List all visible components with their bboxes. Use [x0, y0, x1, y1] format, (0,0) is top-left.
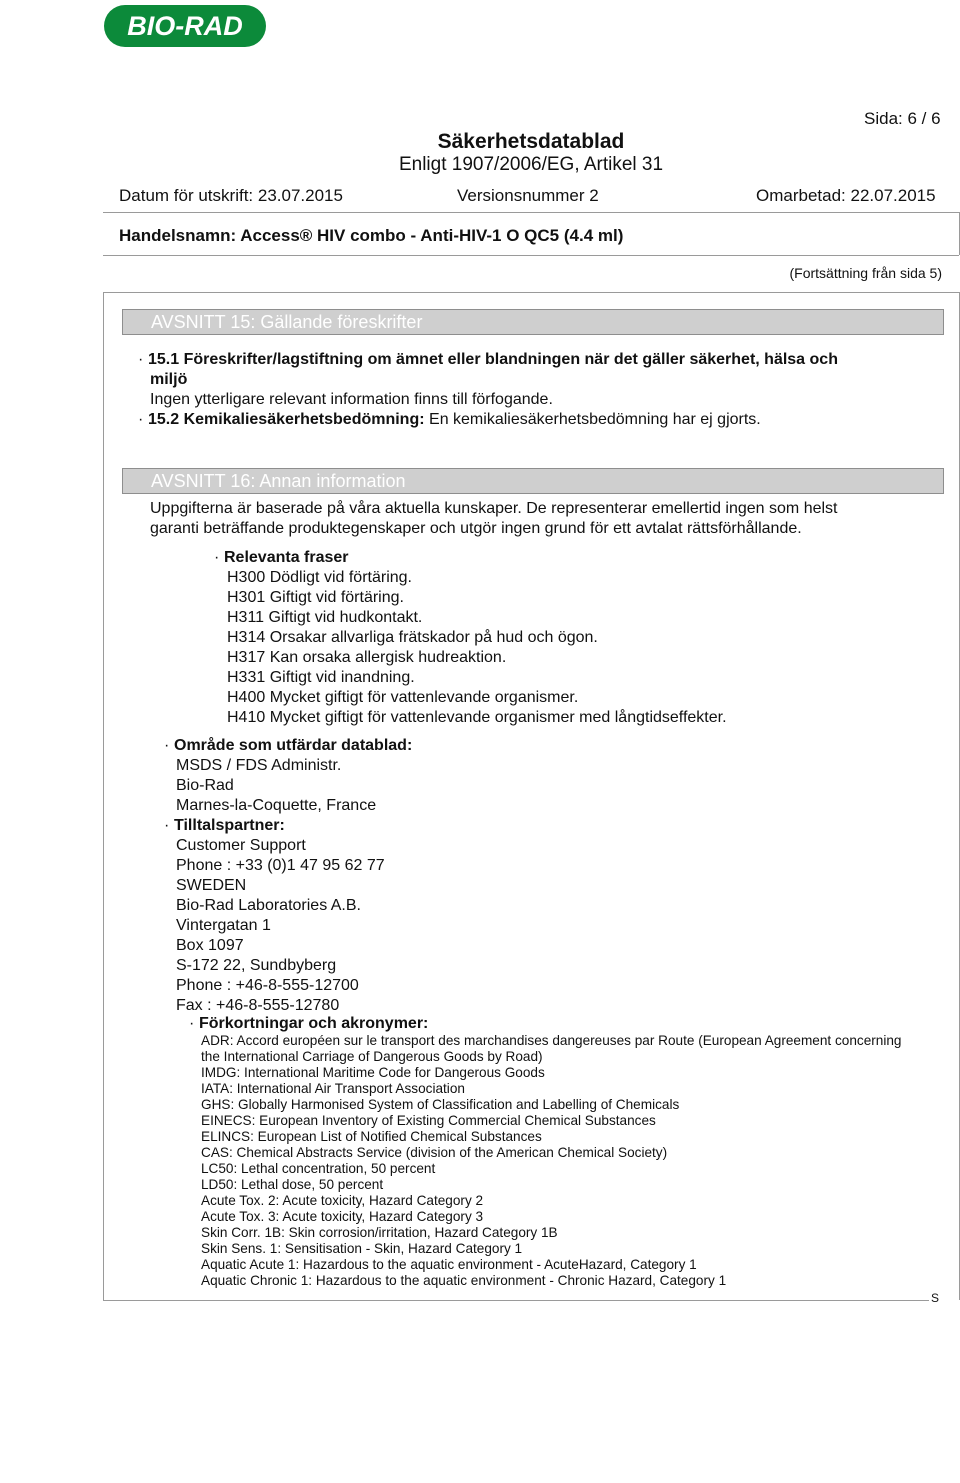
version-number: Versionsnummer 2 [457, 186, 599, 205]
divider [103, 255, 959, 256]
abbreviations-list [201, 1033, 901, 1289]
abbr-item: Skin Sens. 1: Sensitisation - Skin, Hazard Category 1 [201, 1241, 523, 1256]
s152-label: 15.2 Kemikaliesäkerhetsbedömning: [148, 411, 425, 428]
revised-date: Omarbetad: 22.07.2015 [756, 186, 936, 205]
s151-label-cont: miljö [150, 371, 188, 388]
section-15-header [122, 309, 944, 335]
abbreviations-heading: · Förkortningar och akronymer: [189, 1015, 429, 1032]
abbr-item: LC50: Lethal concentration, 50 percent [201, 1161, 436, 1176]
abbr-item: Aquatic Acute 1: Hazardous to the aquatic environment - AcuteHazard, Category 1 [201, 1257, 697, 1272]
contact-line: S-172 22, Sundbyberg [176, 957, 337, 974]
abbr-item: GHS: Globally Harmonised System of Classification and Labelling of Chemicals [201, 1097, 680, 1112]
abbr-item: ELINCS: European List of Notified Chemical Substances [201, 1129, 542, 1144]
svg-text:BIO-RAD: BIO-RAD [127, 11, 243, 41]
s152-text: En kemikaliesäkerhetsbedömning har ej gjorts. [429, 411, 761, 428]
contact-label: Tilltalspartner: [174, 817, 285, 834]
contact-line: Box 1097 [176, 937, 244, 954]
relevant-phrases: · Relevanta fraser H300 Dödligt vid förtäring. H301 Giftigt vid förtäring. H311 Giftigt vid hudkontakt. H314 Orsakar allvarliga frätskador på hud och ögon. H317 Kan orsaka allergisk hudreaktion. H331 Giftigt vid inandning. H400 Mycket giftigt för vattenlevande organismer. H410 Mycket giftigt för vattenlevande organismer med långtidseffekter. [214, 549, 727, 726]
phrase-item: H300 Dödligt vid förtäring. [227, 569, 412, 586]
phrase-item: H317 Kan orsaka allergisk hudreaktion. [227, 649, 507, 666]
phrase-item: H410 Mycket giftigt för vattenlevande organismer med långtidseffekter. [227, 709, 727, 726]
phrase-item: H400 Mycket giftigt för vattenlevande organismer. [227, 689, 579, 706]
abbr-item: IATA: International Air Transport Association [201, 1081, 465, 1096]
continuation-note: (Fortsättning från sida 5) [789, 265, 942, 281]
contact-line: Phone : +33 (0)1 47 95 62 77 [176, 857, 385, 874]
issuer-line: Bio-Rad [176, 777, 234, 794]
abbr-label: Förkortningar och akronymer: [199, 1015, 429, 1032]
phrase-item: H331 Giftigt vid inandning. [227, 669, 415, 686]
phrase-item: H314 Orsakar allvarliga frätskador på hud och ögon. [227, 629, 598, 646]
abbr-item: Acute Tox. 2: Acute toxicity, Hazard Category 2 [201, 1193, 484, 1208]
abbr-item: CAS: Chemical Abstracts Service (division of the American Chemical Society) [201, 1145, 668, 1160]
footer-mark: S [931, 1291, 940, 1305]
contact-line: Customer Support [176, 837, 306, 854]
abbr-item: ADR: Accord européen sur le transport des marchandises dangereuses par Route (European Agreement concerning [201, 1033, 902, 1048]
abbr-item: EINECS: European Inventory of Existing Commercial Chemical Substances [201, 1113, 656, 1128]
section-16-title: AVSNITT 16: Annan information [151, 471, 406, 491]
contact-line: Bio-Rad Laboratories A.B. [176, 897, 361, 914]
contact-line: Phone : +46-8-555-12700 [176, 977, 359, 994]
document-subtitle: Enligt 1907/2006/EG, Artikel 31 [398, 154, 664, 175]
abbr-item: the International Carriage of Dangerous Goods by Road) [201, 1049, 543, 1064]
abbr-item: Skin Corr. 1B: Skin corrosion/irritation, Hazard Category 1B [201, 1225, 558, 1240]
issuer-line: Marnes-la-Coquette, France [176, 797, 377, 814]
section-15-body: · 15.1 Föreskrifter/lagstiftning om ämnet eller blandningen när det gäller säkerhet, hälsa och miljö Ingen ytterligare relevant information finns till förfogande. · 15.2 Kemikaliesäkerhetsbedömning: En kemikaliesäkerhetsbedömning har ej gjorts. [138, 351, 838, 428]
section-15-title: AVSNITT 15: Gällande föreskrifter [151, 312, 423, 332]
page-number: Sida: 6 / 6 [864, 109, 941, 128]
issuer-contact: · Område som utfärdar datablad: MSDS / FDS Administr. Bio-Rad Marnes-la-Coquette, France · Tilltalspartner: Customer Support Phone : +33 (0)1 47 95 62 77 SWEDEN Bio-Rad Laboratories A.B. Vintergatan 1 Box 1097 S-172 22, Sundbyberg Phone : +46-8-555-12700 Fax : +46-8-555-12780 [164, 737, 413, 1014]
abbr-item: IMDG: International Maritime Code for Dangerous Goods [201, 1065, 545, 1080]
s151-label: 15.1 Föreskrifter/lagstiftning om ämnet eller blandningen när det gäller säkerhet, hälsa och [148, 351, 838, 368]
contact-line: Fax : +46-8-555-12780 [176, 997, 340, 1014]
issuer-line: MSDS / FDS Administr. [176, 757, 342, 774]
abbr-item: LD50: Lethal dose, 50 percent [201, 1177, 384, 1192]
contact-line: Vintergatan 1 [176, 917, 271, 934]
section-16-header [122, 468, 944, 494]
section-16-intro [150, 499, 838, 539]
issuer-label: Område som utfärdar datablad: [174, 737, 413, 754]
document-title: Säkerhetsdatablad [437, 130, 625, 153]
contact-line: SWEDEN [176, 877, 247, 894]
phrases-label: Relevanta fraser [224, 549, 349, 566]
divider [103, 212, 959, 213]
bio-rad-logo [103, 4, 267, 48]
frame-top [103, 292, 959, 293]
abbr-item: Aquatic Chronic 1: Hazardous to the aquatic environment - Chronic Hazard, Category 1 [201, 1273, 727, 1288]
abbr-item: Acute Tox. 3: Acute toxicity, Hazard Category 3 [201, 1209, 484, 1224]
trade-name: Handelsnamn: Access® HIV combo - Anti-HIV-1 O QC5 (4.4 ml) [119, 226, 624, 245]
phrase-item: H301 Giftigt vid förtäring. [227, 589, 404, 606]
print-date: Datum för utskrift: 23.07.2015 [119, 186, 343, 205]
frame-bottom [103, 1300, 929, 1301]
frame-left [103, 292, 104, 1300]
s151-text: Ingen ytterligare relevant information finns till förfogande. [150, 391, 553, 408]
intro-line: garanti beträffande produktegenskaper och utgör ingen grund för ett avtalat rättsförhållande. [150, 520, 802, 537]
intro-line: Uppgifterna är baserade på våra aktuella kunskaper. De representerar emellertid ingen som helst [150, 500, 838, 517]
phrase-item: H311 Giftigt vid hudkontakt. [227, 609, 423, 626]
